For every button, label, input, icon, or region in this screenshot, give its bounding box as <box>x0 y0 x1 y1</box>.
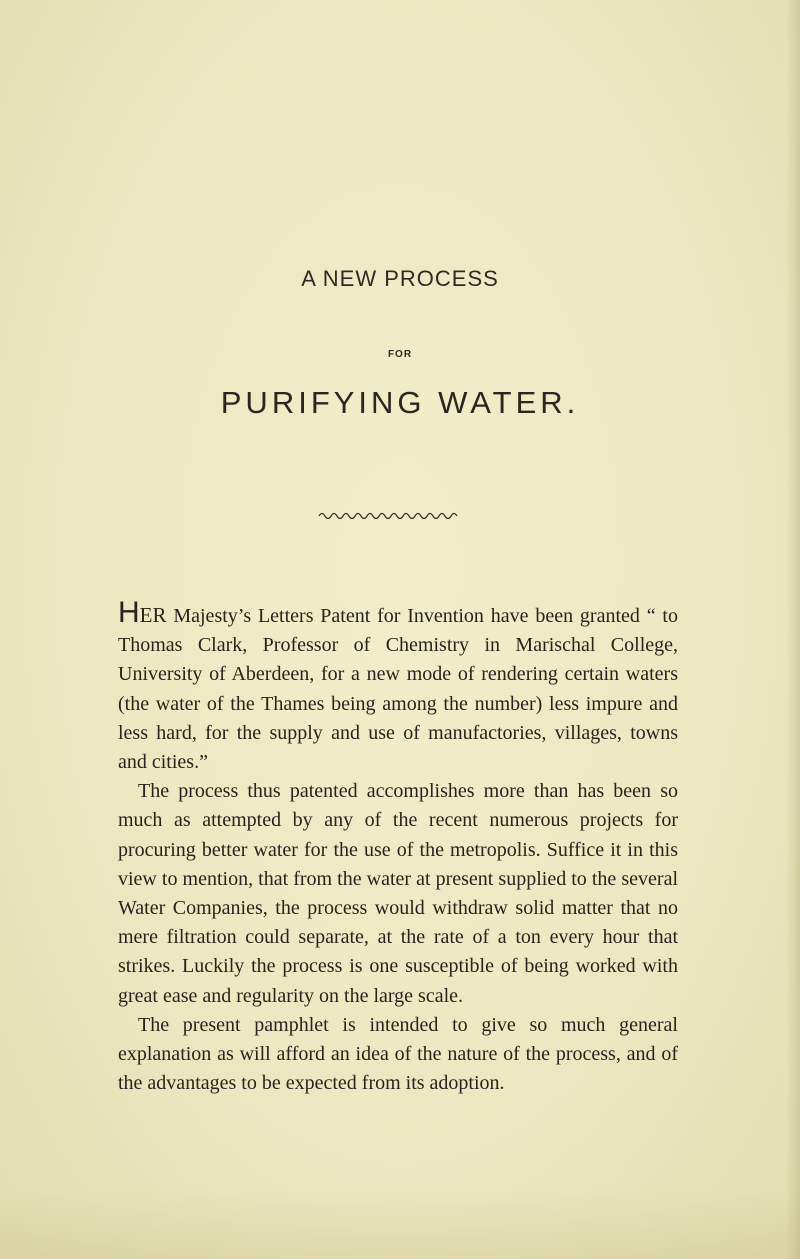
paragraph-1 <box>118 598 678 777</box>
title-connector: FOR <box>387 349 413 360</box>
paragraph-1-text: Majesty’s Letters Patent for Invention have been granted “ to Thomas Clark, Professor of Chemistry in Marischal College, University of Aberdeen, for a new mode of rendering certain waters (the water of the Thames being among the number) less impure and less hard, for the supply and use of manufactories, villages, towns and cities.” <box>118 605 678 774</box>
page-edge-shadow <box>786 0 800 1259</box>
wavy-rule-icon <box>318 508 460 524</box>
drop-cap: H <box>118 596 140 629</box>
opening-small-caps: ER <box>139 603 167 627</box>
title-line-1: A NEW PROCESS <box>301 266 499 291</box>
paragraph-2: The process thus patented accomplishes more than has been so much as attempted by any of the recent numerous projects for procuring better water for the use of the metropolis. Suffice it in this view to mention, that from the water at present supplied to the several Water Companies, the process would withdraw solid matter that no mere filtration could separate, at the rate of a ton every hour that strikes. Luckily the process is one susceptible of being worked with great ease and regularity on the large scale. <box>118 780 678 1007</box>
body-text <box>118 598 678 1098</box>
page-bottom-stain <box>0 1189 800 1259</box>
paragraph-3: The present pamphlet is intended to give so much general explanation as will afford an idea of the nature of the process, and of the advantages to be expected from its adoption. <box>118 1013 678 1095</box>
title-line-2: PURIFYING WATER. <box>220 385 580 420</box>
